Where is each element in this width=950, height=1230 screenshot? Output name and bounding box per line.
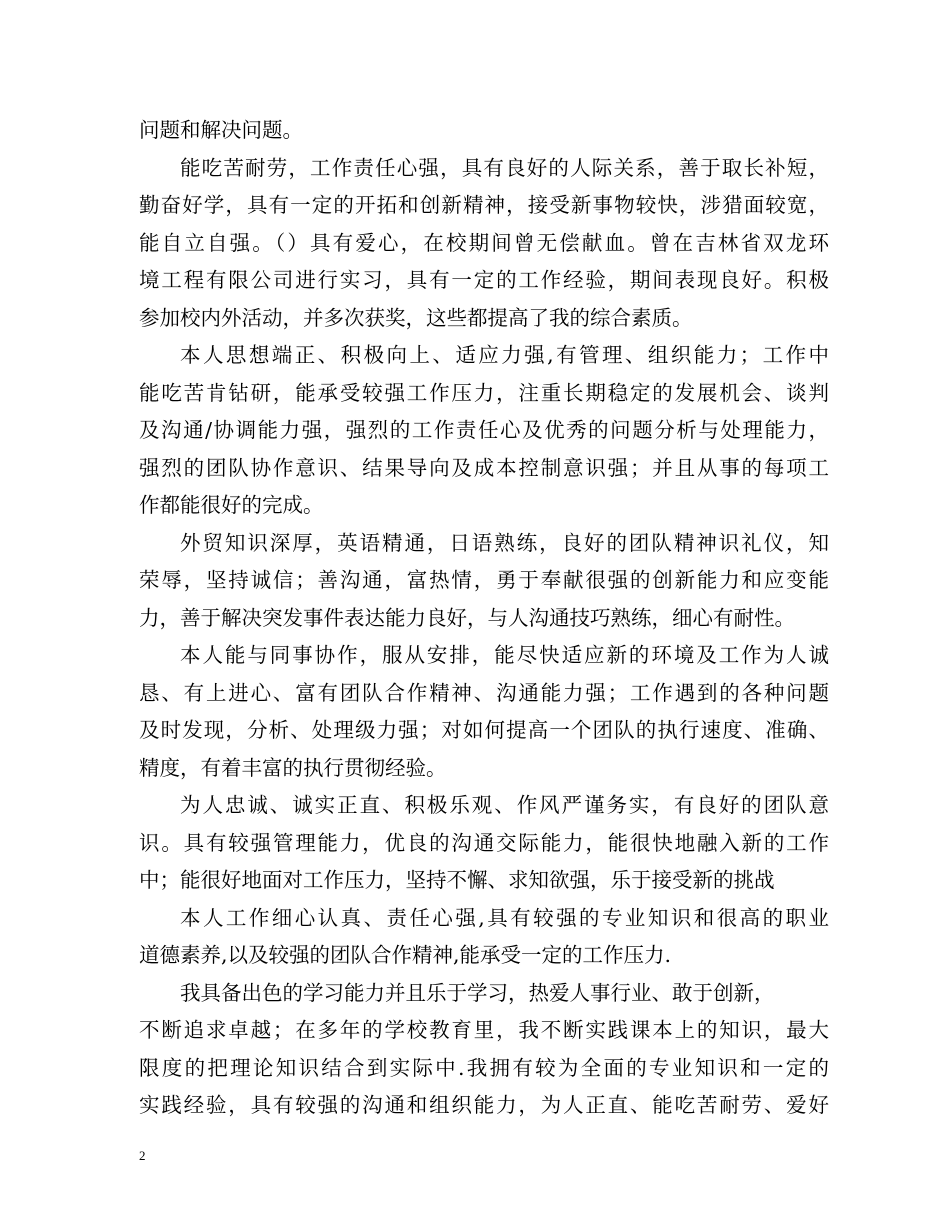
text-line: 作都能很好的完成。 [139, 493, 324, 517]
text-line: 本人思想端正、积极向上、适应力强,有管理、组织能力；工作中 [180, 343, 829, 367]
text-line: 识。具有较强管理能力，优良的沟通交际能力，能很快地融入新的工作 [139, 830, 829, 855]
text-line: 能吃苦肯钻研，能承受较强工作压力，注重长期稳定的发展机会、谈判 [139, 380, 829, 405]
text-line: 参加校内外活动，并多次获奖，这些都提高了我的综合素质。 [139, 305, 693, 330]
page-number: 2 [139, 1148, 146, 1163]
text-line: 精度，有着丰富的执行贯彻经验。 [139, 755, 447, 780]
text-line: 及沟通/协调能力强，强烈的工作责任心及优秀的问题分析与处理能力， [139, 418, 829, 442]
text-line: 境工程有限公司进行实习，具有一定的工作经验，期间表现良好。积极 [139, 268, 829, 292]
text-line: 中；能很好地面对工作压力，坚持不懈、求知欲强，乐于接受新的挑战 [139, 868, 775, 892]
text-line: 道德素养,以及较强的团队合作精神,能承受一定的工作压力. [139, 943, 672, 967]
text-line: 我具备出色的学习能力并且乐于学习，热爱人事行业、敢于创新， [180, 980, 775, 1005]
text-line: 恳、有上进心、富有团队合作精神、沟通能力强；工作遇到的各种问题 [139, 680, 829, 705]
text-line: 本人能与同事协作，服从安排，能尽快适应新的环境及工作为人诚 [180, 643, 829, 667]
text-line: 及时发现，分析、处理级力强；对如何提高一个团队的执行速度、准确、 [139, 718, 829, 742]
text-line: 能吃苦耐劳，工作责任心强，具有良好的人际关系，善于取长补短， [180, 155, 829, 180]
text-line: 问题和解决问题。 [139, 118, 303, 142]
text-line: 荣辱，坚持诚信；善沟通，富热情，勇于奉献很强的创新能力和应变能 [139, 568, 829, 592]
text-line: 限度的把理论知识结合到实际中.我拥有较为全面的专业知识和一定的 [139, 1055, 829, 1080]
text-line: 能自立自强。（）具有爱心，在校期间曾无偿献血。曾在吉林省双龙环 [139, 230, 829, 255]
text-line: 强烈的团队协作意识、结果导向及成本控制意识强；并且从事的每项工 [139, 455, 829, 480]
text-line: 外贸知识深厚，英语精通，日语熟练，良好的团队精神识礼仪，知 [180, 530, 829, 555]
text-line: 实践经验，具有较强的沟通和组织能力，为人正直、能吃苦耐劳、爱好 [139, 1093, 829, 1117]
text-line: 勤奋好学，具有一定的开拓和创新精神，接受新事物较快，涉猎面较宽， [139, 193, 829, 217]
text-line: 为人忠诚、诚实正直、积极乐观、作风严谨务实，有良好的团队意 [180, 793, 829, 817]
body-text [139, 112, 829, 1125]
text-line: 力，善于解决突发事件表达能力良好，与人沟通技巧熟练，细心有耐性。 [139, 605, 795, 630]
text-line: 本人工作细心认真、责任心强,具有较强的专业知识和很高的职业 [180, 905, 829, 930]
text-line: 不断追求卓越；在多年的学校教育里，我不断实践课本上的知识，最大 [139, 1018, 829, 1042]
